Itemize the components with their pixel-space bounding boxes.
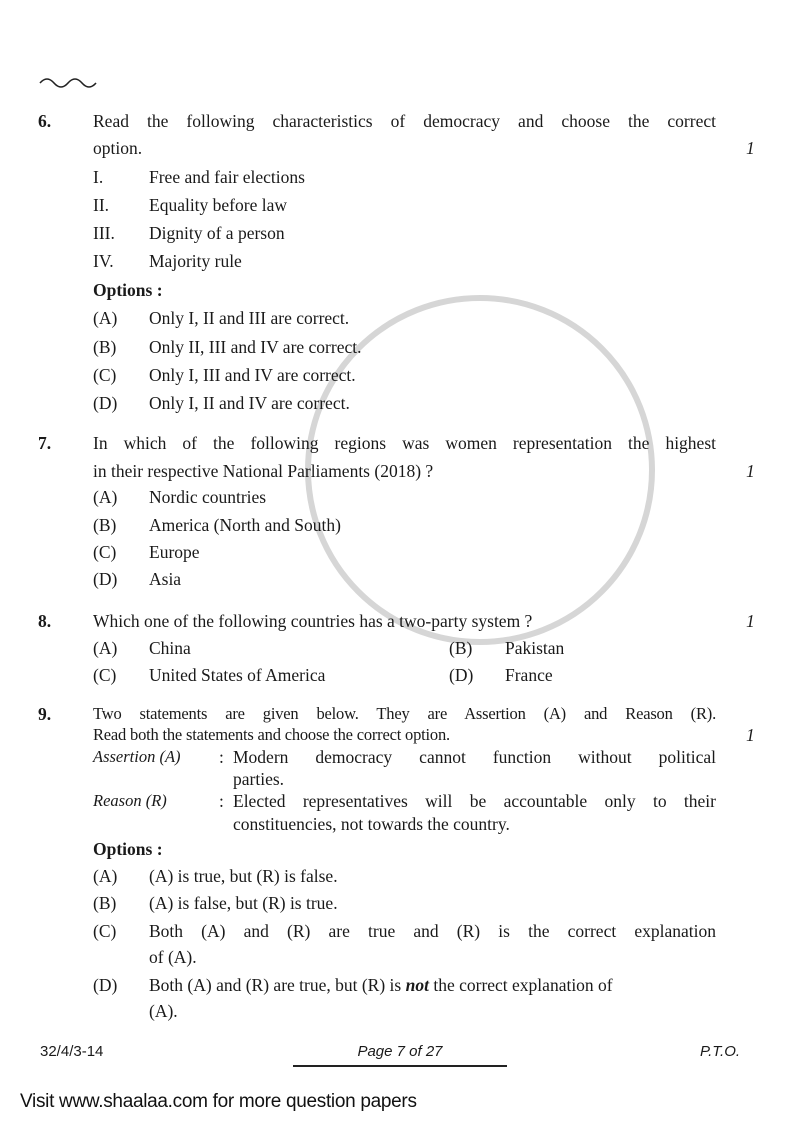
option-text: Only I, II and IV are correct. [149, 393, 350, 413]
colon: : [219, 791, 224, 811]
question-number: 7. [38, 433, 52, 453]
option-text: Only I, II and III are correct. [149, 308, 350, 328]
option-text-part: the correct explanation of [428, 975, 613, 995]
paper-code: 32/4/3-14 [40, 1043, 104, 1060]
marks: 1 [746, 611, 755, 631]
question-number: 9. [38, 704, 52, 724]
reason-text: constituencies, not towards the country. [233, 814, 510, 834]
option-label: (B) [93, 515, 117, 535]
options-heading: Options : [93, 839, 163, 859]
question-number: 8. [38, 611, 52, 631]
question-text: Two statements are given below. They are Assertion (A) and Reason (R). [93, 704, 716, 723]
assertion-text: parties. [233, 769, 285, 789]
question-text: option. [93, 138, 143, 158]
question-text: Read both the statements and choose the correct option. [93, 725, 450, 744]
option-label: (A) [93, 638, 118, 658]
item-label: II. [93, 195, 110, 215]
marks: 1 [746, 461, 755, 481]
question-text: in their respective National Parliaments (2018) ? [93, 461, 434, 481]
item-text: Majority rule [149, 251, 242, 271]
option-text: (A). [149, 1001, 178, 1021]
item-label: I. [93, 167, 104, 187]
item-text: Dignity of a person [149, 223, 285, 243]
option-label: (B) [449, 638, 473, 658]
colon: : [219, 747, 224, 767]
option-text: Both (A) and (R) are true and (R) is the correct explanation [149, 921, 716, 941]
option-label: (D) [93, 569, 118, 589]
question-text: Which one of the following countries has a two-party system ? [93, 611, 533, 631]
option-text: Pakistan [505, 638, 565, 658]
question-number: 6. [38, 111, 52, 131]
option-label: (A) [93, 308, 118, 328]
option-label: (C) [93, 921, 117, 941]
emphasis-not: not [405, 975, 429, 995]
option-text: (A) is false, but (R) is true. [149, 893, 338, 913]
item-label: IV. [93, 251, 114, 271]
option-label: (C) [93, 665, 117, 685]
marks: 1 [746, 138, 755, 158]
option-text: Nordic countries [149, 487, 267, 507]
pto: P.T.O. [700, 1043, 741, 1060]
option-label: (C) [93, 365, 117, 385]
assertion-label: Assertion (A) [93, 747, 181, 766]
page-number: Page 7 of 27 [357, 1043, 443, 1060]
item-label: III. [93, 223, 115, 243]
option-label: (C) [93, 542, 117, 562]
option-label: (B) [93, 337, 117, 357]
option-text: (A) is true, but (R) is false. [149, 866, 338, 886]
reason-text: Elected representatives will be accountable only to their [233, 791, 716, 811]
option-label: (D) [449, 665, 474, 685]
option-label: (A) [93, 487, 118, 507]
option-text [149, 974, 613, 996]
option-label: (D) [93, 393, 118, 413]
wavy-line-icon [38, 76, 104, 90]
option-text: United States of America [149, 665, 326, 685]
option-text: China [149, 638, 191, 658]
option-text: France [505, 665, 553, 685]
option-text: Only I, III and IV are correct. [149, 365, 356, 385]
item-text: Equality before law [149, 195, 288, 215]
option-text: America (North and South) [149, 515, 341, 535]
item-text: Free and fair elections [149, 167, 305, 187]
option-label: (A) [93, 866, 118, 886]
option-text: Only II, III and IV are correct. [149, 337, 362, 357]
question-text: Read the following characteristics of democracy and choose the correct [93, 111, 716, 131]
option-label: (D) [93, 975, 118, 995]
reason-label: Reason (R) [93, 791, 167, 810]
option-label: (B) [93, 893, 117, 913]
option-text: Asia [149, 569, 182, 589]
visit-link[interactable]: Visit www.shaalaa.com for more question papers [20, 1091, 417, 1112]
assertion-text: Modern democracy cannot function without political [233, 747, 716, 767]
question-text: In which of the following regions was women representation the highest [93, 433, 716, 453]
footer-rule [293, 1065, 507, 1067]
option-text-part: Both (A) and (R) are true, but (R) is [149, 975, 406, 995]
option-text: Europe [149, 542, 200, 562]
marks: 1 [746, 725, 755, 745]
options-heading: Options : [93, 280, 163, 300]
option-text: of (A). [149, 947, 197, 967]
